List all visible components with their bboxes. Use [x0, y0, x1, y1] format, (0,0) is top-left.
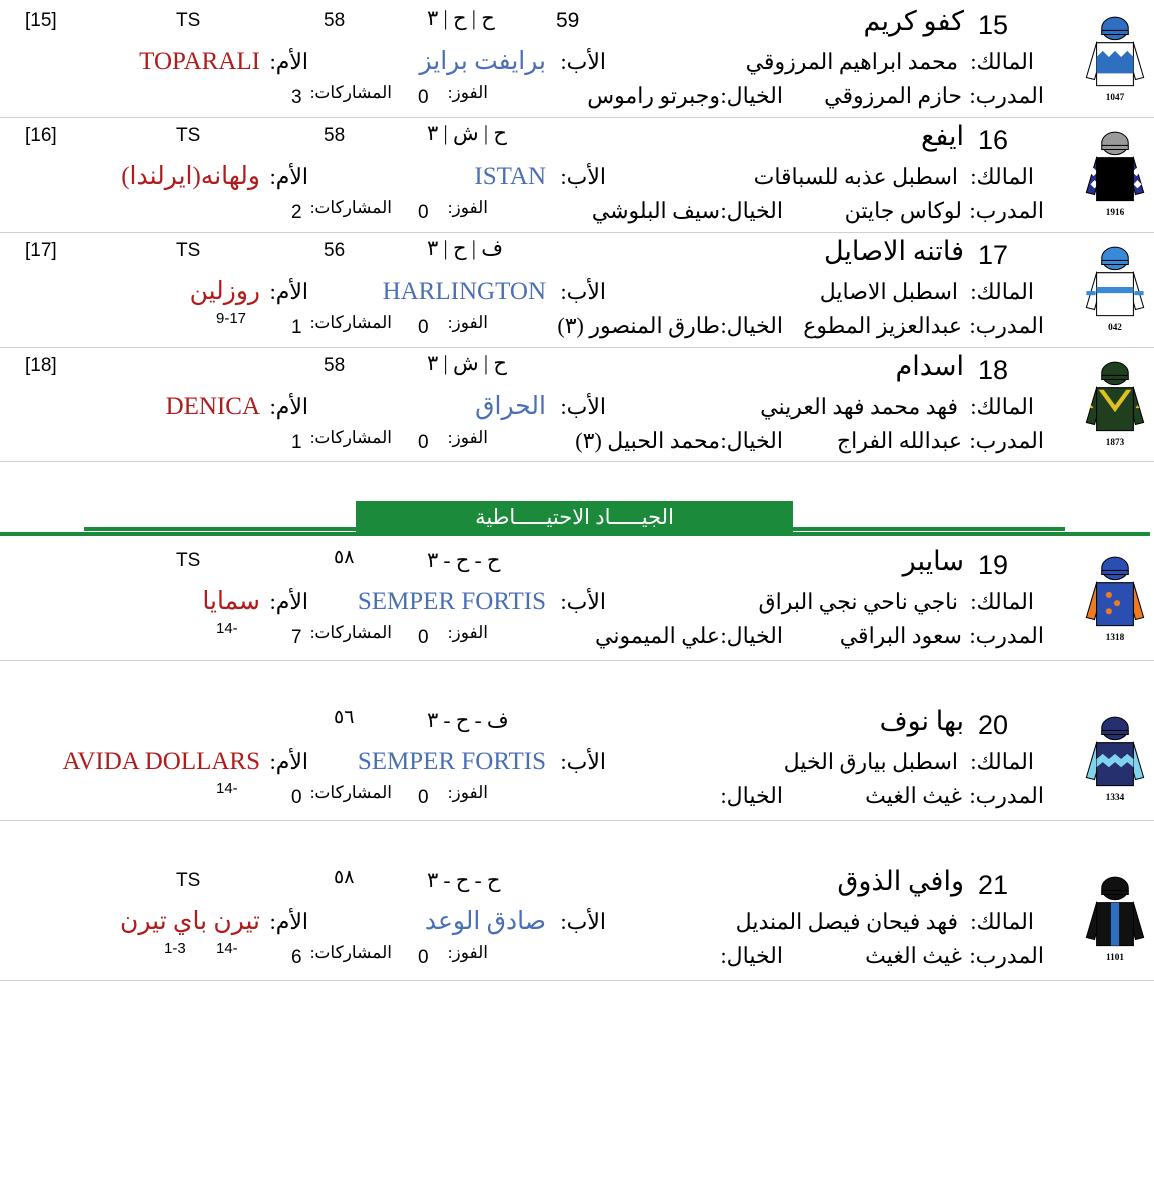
ts-label: TS — [176, 240, 201, 261]
trainer: غيث الغيث — [865, 943, 962, 968]
wins-label: الفوز: — [447, 198, 488, 217]
wins: 0 — [418, 202, 429, 223]
owner: محمد ابراهيم المرزوقي — [745, 49, 958, 74]
silk-icon — [1082, 127, 1148, 222]
wins: 0 — [418, 947, 429, 968]
draw: [16] — [25, 125, 57, 146]
trainer: سعود البراقي — [839, 623, 962, 648]
form: 9-17 — [216, 310, 247, 327]
jockey-label: الخيال: — [720, 313, 783, 338]
starts-label: المشاركات: — [309, 783, 392, 802]
owner-label: المالك: — [970, 279, 1034, 304]
sire-label: الأب: — [560, 279, 606, 304]
race-code: ف - ح - ٣ — [427, 708, 509, 732]
silk-icon — [1082, 552, 1148, 647]
jockey-label: الخيال: — [720, 783, 783, 808]
owner-label: المالك: — [970, 589, 1034, 614]
dam-label: الأم: — [269, 279, 308, 304]
trainer-label: المدرب: — [969, 83, 1044, 108]
owner-label: المالك: — [970, 909, 1034, 934]
jockey: محمد الحبيل (٣) — [575, 428, 720, 453]
reserve-title: الجيـــــاد الاحتيـــــاطية — [356, 501, 793, 534]
sire-label: الأب: — [560, 49, 606, 74]
ts-label: TS — [176, 125, 201, 146]
trainer-label: المدرب: — [969, 623, 1044, 648]
starts-label: المشاركات: — [309, 428, 392, 447]
wins: 0 — [418, 627, 429, 648]
row-divider — [0, 117, 1154, 118]
draw: [17] — [25, 240, 57, 261]
wins-label: الفوز: — [447, 783, 488, 802]
dam-label: الأم: — [269, 909, 308, 934]
row-divider — [0, 461, 1154, 462]
owner: ناجي ناحي نجي البراق — [758, 589, 958, 614]
silk-icon — [1082, 242, 1148, 337]
sire-label: الأب: — [560, 164, 606, 189]
svg-text:1101: 1101 — [1106, 951, 1124, 962]
sire: ISTAN — [474, 163, 546, 190]
dam: تيرن باي تيرن — [120, 908, 260, 935]
sire: صادق الوعد — [424, 908, 546, 935]
trainer-label: المدرب: — [969, 943, 1044, 968]
race-code: ح | ش | ٣ — [427, 351, 507, 375]
jockey-label: الخيال: — [720, 428, 783, 453]
row-divider — [0, 980, 1154, 981]
race-code: ح - ح - ٣ — [427, 868, 501, 892]
trainer-label: المدرب: — [969, 198, 1044, 223]
weight: 58 — [324, 10, 346, 31]
horse-name: ايفع — [920, 121, 964, 151]
horse-name: بها نوف — [879, 706, 964, 736]
starts: 0 — [291, 787, 302, 808]
svg-text:1916: 1916 — [1105, 206, 1125, 217]
form: 14- — [216, 620, 238, 637]
weight: ٥٨ — [334, 867, 355, 888]
svg-text:1318: 1318 — [1105, 631, 1125, 642]
weight: 58 — [324, 125, 346, 146]
draw: [15] — [25, 10, 57, 31]
wins: 0 — [418, 432, 429, 453]
ts-label: TS — [176, 10, 201, 31]
dam: TOPARALI — [139, 48, 260, 75]
owner: اسطبل عذبه للسباقات — [753, 164, 958, 189]
trainer: عبدالعزيز المطوع — [803, 313, 962, 338]
trainer: غيث الغيث — [865, 783, 962, 808]
dam: سمايا — [202, 588, 260, 615]
row-divider — [0, 660, 1154, 661]
sire: SEMPER FORTIS — [357, 748, 546, 775]
trainer-label: المدرب: — [969, 783, 1044, 808]
jockey-label: الخيال: — [720, 83, 783, 108]
trainer-label: المدرب: — [969, 313, 1044, 338]
starts: 7 — [291, 627, 302, 648]
dam-label: الأم: — [269, 589, 308, 614]
silk-icon — [1082, 872, 1148, 967]
owner: اسطبل بيارق الخيل — [783, 749, 958, 774]
sire-label: الأب: — [560, 749, 606, 774]
jockey: وجبرتو راموس — [587, 83, 720, 108]
horse-number: 18 — [978, 355, 1009, 385]
dam: AVIDA DOLLARS — [62, 748, 260, 775]
starts-label: المشاركات: — [309, 83, 392, 102]
trainer: حازم المرزوقي — [824, 83, 962, 108]
horse-number: 21 — [978, 870, 1009, 900]
starts-label: المشاركات: — [309, 313, 392, 332]
silk-icon — [1082, 712, 1148, 807]
jockey-label: الخيال: — [720, 198, 783, 223]
horse-number: 20 — [978, 710, 1009, 740]
sire: الحراق — [475, 393, 546, 420]
starts: 2 — [291, 202, 302, 223]
wins-label: الفوز: — [447, 623, 488, 642]
weight: 58 — [324, 355, 346, 376]
horse-name: كفو كريم — [863, 6, 964, 36]
dam: ولهانه(ايرلندا) — [121, 163, 260, 190]
sire-label: الأب: — [560, 589, 606, 614]
wins-label: الفوز: — [447, 83, 488, 102]
race-code: ح - ح - ٣ — [427, 548, 501, 572]
sire: برايفت برايز — [419, 48, 546, 75]
silk-icon — [1082, 357, 1148, 452]
wins-label: الفوز: — [447, 313, 488, 332]
starts-label: المشاركات: — [309, 943, 392, 962]
dam: DENICA — [165, 393, 260, 420]
horse-number: 19 — [978, 550, 1009, 580]
owner: اسطبل الاصايل — [819, 279, 958, 304]
weight: ٥٦ — [334, 707, 355, 728]
dam-label: الأم: — [269, 394, 308, 419]
sire: SEMPER FORTIS — [357, 588, 546, 615]
starts-label: المشاركات: — [309, 623, 392, 642]
sire-label: الأب: — [560, 909, 606, 934]
jockey: علي الميموني — [595, 623, 720, 648]
weight-label: 59 — [556, 9, 580, 32]
wins-label: الفوز: — [447, 943, 488, 962]
svg-text:042: 042 — [1108, 321, 1122, 332]
race-code: ح | ح | ٣ — [427, 6, 495, 30]
form: 14- — [216, 940, 238, 957]
jockey: سيف البلوشي — [591, 198, 720, 223]
dam-label: الأم: — [269, 749, 308, 774]
row-divider — [0, 820, 1154, 821]
starts: 1 — [291, 317, 302, 338]
ts-label: TS — [176, 870, 201, 891]
owner-label: المالك: — [970, 49, 1034, 74]
owner: فهد فيحان فيصل المنديل — [735, 909, 958, 934]
starts: 6 — [291, 947, 302, 968]
svg-text:1334: 1334 — [1105, 791, 1125, 802]
horse-number: 17 — [978, 240, 1009, 270]
horse-number: 16 — [978, 125, 1009, 155]
dam-label: الأم: — [269, 49, 308, 74]
trainer: عبدالله الفراج — [836, 428, 962, 453]
owner: فهد محمد فهد العريني — [760, 394, 958, 419]
wins-label: الفوز: — [447, 428, 488, 447]
svg-text:1873: 1873 — [1105, 436, 1125, 447]
draw: [18] — [25, 355, 57, 376]
starts-label: المشاركات: — [309, 198, 392, 217]
horse-name: وافي الذوق — [837, 866, 964, 896]
sire: HARLINGTON — [382, 278, 546, 305]
horse-number: 15 — [978, 10, 1009, 40]
silk-icon — [1082, 12, 1148, 107]
race-code: ف | ح | ٣ — [427, 236, 504, 260]
form-extra: 1-3 — [164, 940, 186, 957]
trainer-label: المدرب: — [969, 428, 1044, 453]
wins: 0 — [418, 787, 429, 808]
row-divider — [0, 232, 1154, 233]
wins: 0 — [418, 317, 429, 338]
ts-label: TS — [176, 550, 201, 571]
trainer: لوكاس جايتن — [844, 198, 962, 223]
jockey-label: الخيال: — [720, 943, 783, 968]
dam-label: الأم: — [269, 164, 308, 189]
wins: 0 — [418, 87, 429, 108]
svg-text:1047: 1047 — [1105, 91, 1125, 102]
reserve-divider-left — [84, 527, 356, 531]
reserve-divider-right — [793, 527, 1065, 531]
weight: 56 — [324, 240, 346, 261]
jockey-label: الخيال: — [720, 623, 783, 648]
race-code: ح | ش | ٣ — [427, 121, 507, 145]
jockey: طارق المنصور (٣) — [557, 313, 720, 338]
row-divider — [0, 347, 1154, 348]
owner-label: المالك: — [970, 164, 1034, 189]
weight: ٥٨ — [334, 547, 355, 568]
dam: روزلين — [189, 278, 260, 305]
owner-label: المالك: — [970, 749, 1034, 774]
horse-name: اسدام — [895, 351, 964, 381]
owner-label: المالك: — [970, 394, 1034, 419]
sire-label: الأب: — [560, 394, 606, 419]
form: 14- — [216, 780, 238, 797]
horse-name: فاتنه الاصايل — [823, 236, 964, 266]
starts: 3 — [291, 87, 302, 108]
horse-name: سايبر — [902, 546, 964, 576]
starts: 1 — [291, 432, 302, 453]
